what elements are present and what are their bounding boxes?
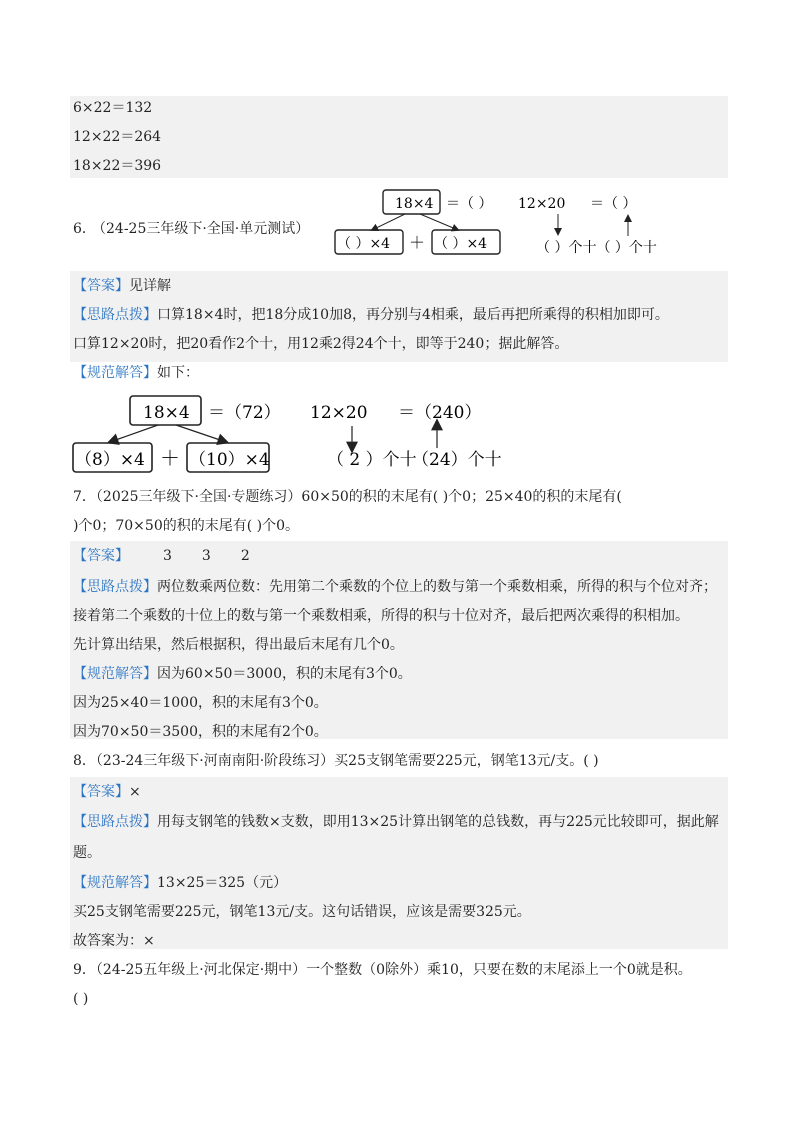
prev-answer-line-2: 12×22＝264 bbox=[73, 129, 162, 145]
q7-hint-tag: 【思路点拨】 bbox=[73, 579, 157, 595]
q8-answer-tag: 【答案】 bbox=[73, 784, 129, 800]
q7-solution-text-1: 因为60×50＝3000，积的末尾有3个0。 bbox=[157, 666, 412, 682]
q6-blank-right-text: （ ）×4 bbox=[434, 236, 488, 252]
q7-hint-line-1 bbox=[73, 577, 717, 597]
q7-solution-line-2: 因为25×40＝1000，积的末尾有3个0。 bbox=[73, 695, 328, 711]
q8-answer-text: × bbox=[129, 784, 141, 800]
q6-blank-plus: ＋ bbox=[409, 233, 426, 252]
q6-solved-top-text: 18×4 bbox=[143, 403, 190, 423]
q7-hint-line-3: 先计算出结果，然后根据积，得出最后末尾有几个0。 bbox=[73, 637, 404, 653]
q8-solution-tag: 【规范解答】 bbox=[73, 875, 157, 891]
q9-question-line-1: 9．（24-25五年级上·河北保定·期中）一个整数（0除外）乘10，只要在数的末尾添上一个0就是积。 bbox=[73, 962, 692, 978]
q6-solution-tag: 【规范解答】 bbox=[73, 365, 157, 381]
q9-question-line-2: ( ) bbox=[73, 991, 89, 1007]
q6-solved-left-text: （8）×4 bbox=[75, 450, 145, 470]
q7-question-line-2: )个0；70×50的积的末尾有( )个0。 bbox=[73, 518, 300, 534]
q8-hint-line-2: 题。 bbox=[73, 845, 101, 861]
q8-hint-text-1: 用每支钢笔的钱数×支数，即用13×25计算出钢笔的总钱数，再与225元比较即可，据此解 bbox=[157, 814, 719, 830]
q7-solution-line-1 bbox=[73, 664, 412, 684]
q8-question-line-1: 8．（23-24三年级下·河南南阳·阶段练习）买25支钢笔需要225元，钢笔13元/支。( ) bbox=[73, 753, 599, 769]
q6-solved-eq2: ＝（240） bbox=[398, 403, 482, 423]
q7-question-line-1: 7．（2025三年级下·全国·专题练习）60×50的积的末尾有( )个0；25×40的积的末尾有( bbox=[73, 489, 622, 505]
q7-answer-tag: 【答案】 bbox=[73, 548, 129, 564]
q6-solved-bottom-left: （ 2 ）个十 bbox=[327, 450, 417, 470]
q7-answer-3: 2 bbox=[240, 548, 250, 564]
q6-blank-eq2: ＝（ ） bbox=[590, 196, 637, 212]
q7-answer-2: 3 bbox=[201, 548, 211, 564]
q6-solution-text: 如下： bbox=[157, 365, 199, 381]
q6-blank-top-text: 18×4 bbox=[395, 196, 434, 212]
q7-answer-line bbox=[73, 546, 250, 566]
q6-solved-eq1: ＝（72） bbox=[208, 403, 281, 423]
q8-solution-line-1 bbox=[73, 873, 287, 893]
q7-answer-1: 3 bbox=[163, 548, 172, 564]
q6-hint-text-1: 口算18×4时，把18分成10加8，再分别与4相乘，最后再把所乘得的积相加即可。 bbox=[157, 307, 669, 323]
q6-solved-plus: ＋ bbox=[160, 446, 180, 470]
q8-solution-line-2: 买25支钢笔需要225元，钢笔13元/支。这句话错误，应该是需要325元。 bbox=[73, 904, 531, 920]
q8-hint-line-1 bbox=[73, 812, 719, 832]
q7-solution-tag: 【规范解答】 bbox=[73, 666, 157, 682]
q6-hint-tag: 【思路点拨】 bbox=[73, 307, 157, 323]
q6-hint-line-2: 口算12×20时，把20看作2个十，用12乘2得24个十，即等于240；据此解答。 bbox=[73, 336, 569, 352]
q8-answer-line bbox=[73, 782, 141, 802]
q8-solution-line-3: 故答案为：× bbox=[73, 933, 155, 949]
q6-answer-tag: 【答案】 bbox=[73, 278, 129, 294]
q6-blank-product: 12×20 bbox=[518, 196, 566, 212]
q6-answer-text: 见详解 bbox=[129, 278, 171, 294]
prev-answer-line-1: 6×22＝132 bbox=[73, 100, 153, 116]
q6-blank-eq1: ＝（ ） bbox=[446, 196, 493, 212]
q7-hint-text-1: 两位数乘两位数：先用第二个乘数的个位上的数与第一个乘数相乘，所得的积与个位对齐； bbox=[157, 579, 717, 595]
q6-solved-bottom-right: （24）个十 bbox=[412, 450, 502, 470]
q8-solution-text-1: 13×25＝325（元） bbox=[157, 875, 288, 891]
prev-answer-line-3: 18×22＝396 bbox=[73, 158, 162, 174]
q8-answer-block bbox=[70, 777, 728, 949]
q6-blank-bottom-text: （ ）个十（ ）个十 bbox=[536, 240, 657, 256]
q7-hint-line-2: 接着第二个乘数的十位上的数与第一个乘数相乘，所得的积与十位对齐，最后把两次乘得的积相加。 bbox=[73, 608, 689, 624]
q7-solution-line-3: 因为70×50＝3500，积的末尾有2个0。 bbox=[73, 724, 328, 740]
q6-solved-right-text: （10）×4 bbox=[189, 450, 270, 470]
q6-number: 6． bbox=[73, 221, 96, 237]
q6-source: （24-25三年级下·全国·单元测试） bbox=[92, 221, 310, 237]
q6-solved-product: 12×20 bbox=[310, 403, 368, 423]
q8-hint-tag: 【思路点拨】 bbox=[73, 814, 157, 830]
q6-blank-left-text: （ ）×4 bbox=[337, 236, 391, 252]
